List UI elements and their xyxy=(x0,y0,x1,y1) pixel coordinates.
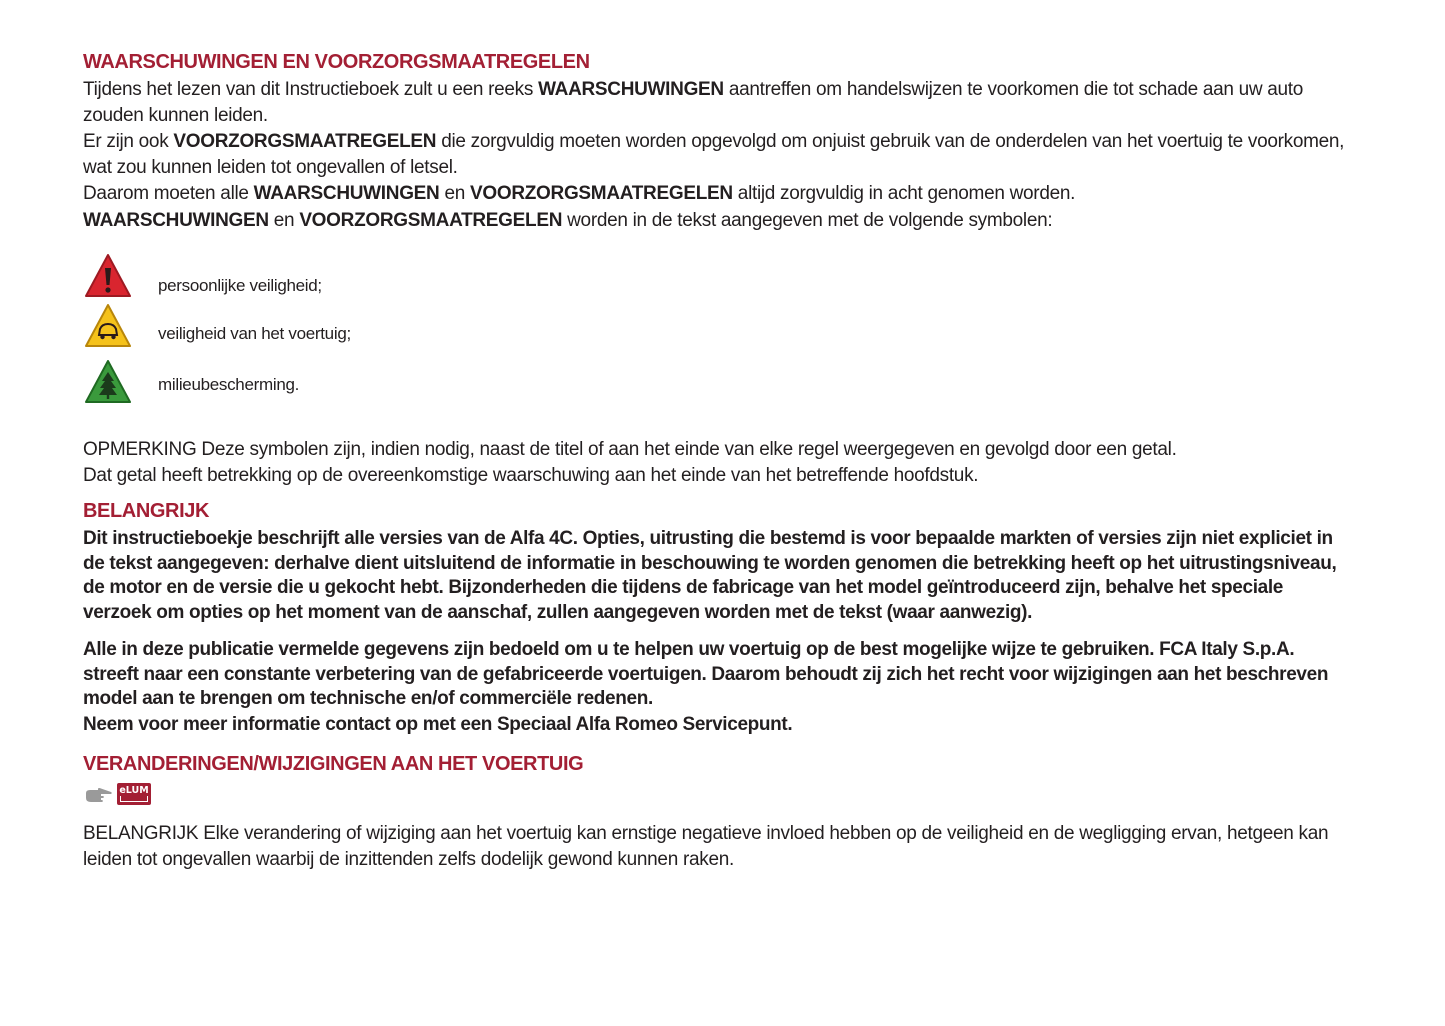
paragraph-always-observe: Daarom moeten alle WAARSCHUWINGEN en VOORZORGSMAATREGELEN altijd zorgvuldig in acht genomen worden. xyxy=(83,183,1076,204)
paragraph-symbols-intro: WAARSCHUWINGEN en VOORZORGSMAATREGELEN worden in de tekst aangegeven met de volgende symbolen: xyxy=(83,210,1053,231)
paragraph-modifications-warning: BELANGRIJK Elke verandering of wijziging aan het voertuig kan ernstige negatieve invloed hebben op de veiligheid en de wegligging ervan, hetgeen kan leiden tot ongevallen waarbij de inzittenden zelfs dodelijk gewond kunnen raken. xyxy=(83,823,1329,870)
vehicle-safety-warning-icon xyxy=(83,302,133,350)
note-paragraph: OPMERKING Deze symbolen zijn, indien nodig, naast de titel of aan het einde van elke regel weergegeven en gevolgd door een getal. Dat getal heeft betrekking op de overeenkomstige waarschuwing aan het einde van het betreffende hoofdstuk. xyxy=(83,439,1177,486)
symbol-label: veiligheid van het voertuig; xyxy=(158,324,351,343)
elum-note-marker xyxy=(85,783,155,809)
symbol-row-vehicle-safety xyxy=(83,302,683,352)
symbol-label: persoonlijke veiligheid; xyxy=(158,276,322,295)
section-title-modifications: VERANDERINGEN/WIJZIGINGEN AAN HET VOERTUIG xyxy=(83,753,584,775)
paragraph-versions: Dit instructieboekje beschrijft alle versies van de Alfa 4C. Opties, uitrusting die bestemd is voor bepaalde markten of versies zijn niet expliciet in de tekst aangegeven: derhalve dient uitsluitend de informatie in beschouwing te worden genomen die betrekking heeft op het uitrustingsniveau, de motor en de versie die u gekocht hebt. Bijzonderheden die tijdens de fabricage van het model geïntroduceerd zijn, behalve het speciale verzoek om opties op het moment van de aanschaf, zullen aangegeven worden met de tekst (waar aanwezig). xyxy=(83,528,1337,623)
paragraph-warnings-intro: Tijdens het lezen van dit Instructieboek zult u een reeks WAARSCHUWINGEN aantreffen om handelswijzen te voorkomen die tot schade aan uw auto zouden kunnen leiden. xyxy=(83,79,1304,126)
elum-badge: eLUM xyxy=(117,783,151,805)
section-title-warnings: WAARSCHUWINGEN EN VOORZORGSMAATREGELEN xyxy=(83,51,590,73)
symbol-label: milieubescherming. xyxy=(158,375,300,394)
paragraph-contact: Neem voor meer informatie contact op met een Speciaal Alfa Romeo Servicepunt. xyxy=(83,714,793,735)
environment-warning-icon xyxy=(83,358,133,406)
symbol-row-environment xyxy=(83,358,683,408)
section-title-important: BELANGRIJK xyxy=(83,500,210,522)
paragraph-precautions-intro: Er zijn ook VOORZORGSMAATREGELEN die zorgvuldig moeten worden opgevolgd om onjuist gebruik van de onderdelen van het voertuig te voorkomen, wat zou kunnen leiden tot ongevallen of letsel. xyxy=(83,131,1345,178)
paragraph-publication-data: Alle in deze publicatie vermelde gegevens zijn bedoeld om u te helpen uw voertuig op de best mogelijke wijze te gebruiken. FCA Italy S.p.A. streeft naar een constante verbetering van de gefabriceerde voertuigen. Daarom behoudt zij zich het recht voor wijzigingen aan het beschreven model aan te brengen om technische en/of commerciële redenen. xyxy=(83,639,1329,709)
symbol-row-personal-safety xyxy=(83,252,683,302)
pointing-hand-icon xyxy=(85,787,113,807)
personal-safety-warning-icon xyxy=(83,252,133,300)
